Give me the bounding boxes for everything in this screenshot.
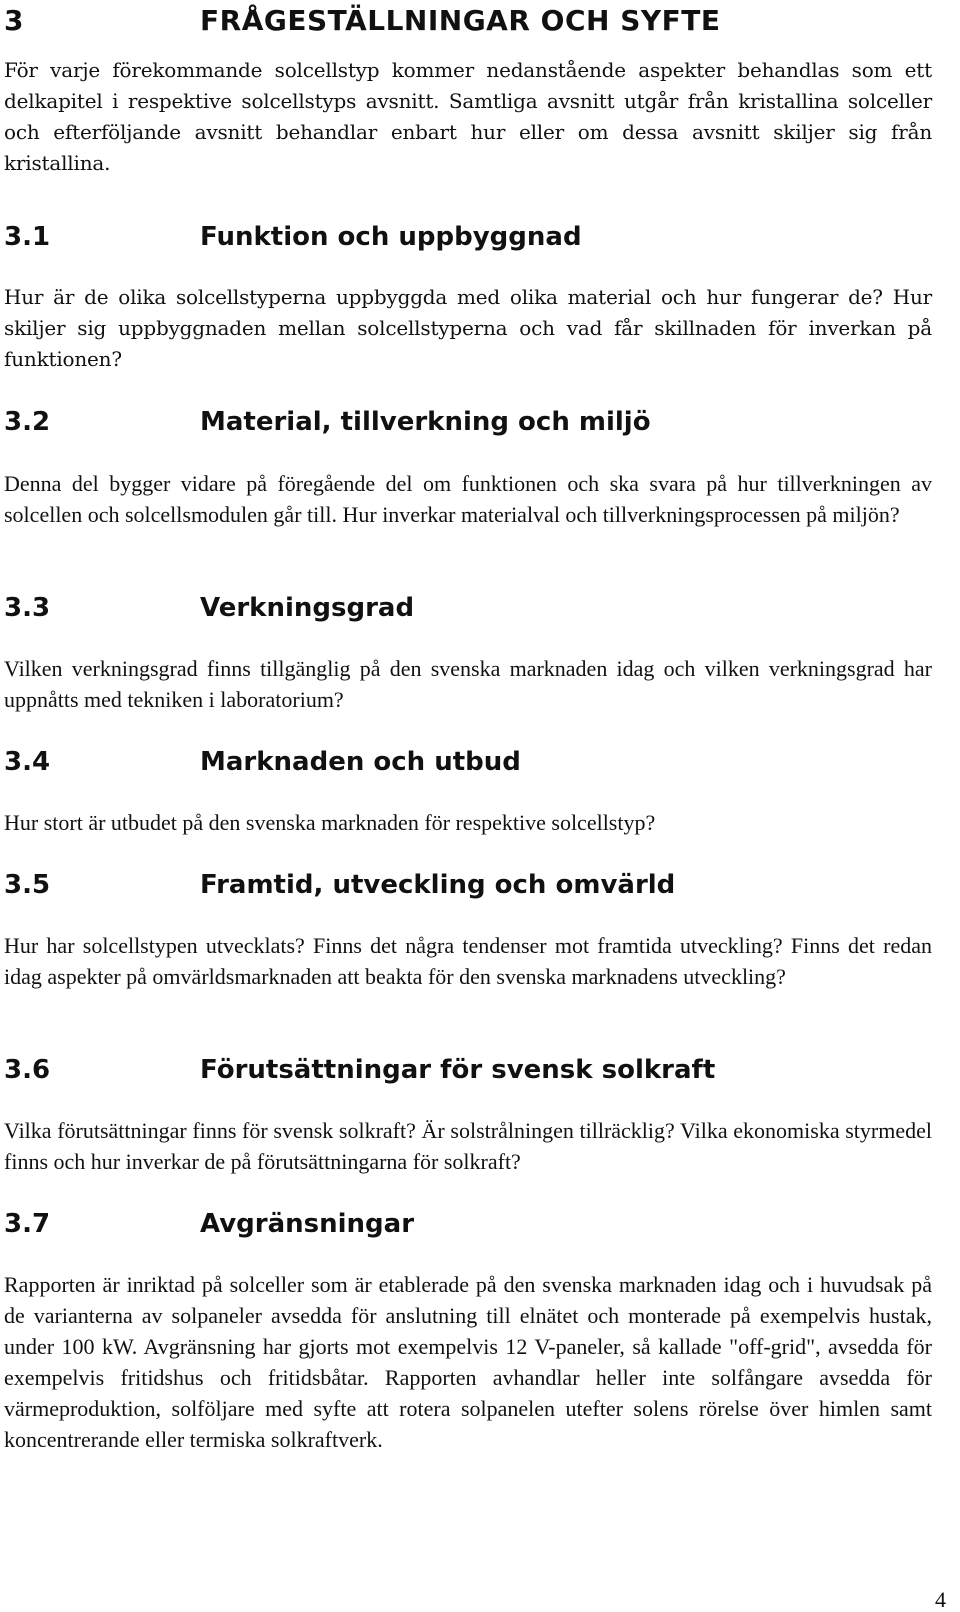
section-title: Avgränsningar <box>200 1209 415 1239</box>
section-title: Marknaden och utbud <box>200 747 521 777</box>
section-number: 3.2 <box>4 407 51 437</box>
section-number: 3.4 <box>4 747 51 777</box>
chapter-heading <box>4 2 721 40</box>
section-heading-3-3 <box>4 591 414 625</box>
section-text-3-2: Denna del bygger vidare på föregående del om funktionen och ska svara på hur tillverkningen av solcellen och solcellsmodulen går till. Hur inverkar materialval och tillverkningsprocessen på miljön? <box>4 471 932 527</box>
section-text-3-5: Hur har solcellstypen utvecklats? Finns det några tendenser mot framtida utveckling? Finns det redan idag aspekter på omvärldsmarknaden att beakta för den svenska marknadens utveckling? <box>4 933 932 989</box>
section-heading-3-5 <box>4 868 675 902</box>
section-title: Framtid, utveckling och omvärld <box>200 870 676 900</box>
section-heading-3-1 <box>4 220 582 254</box>
section-title: Material, tillverkning och miljö <box>200 407 651 437</box>
section-title: Verkningsgrad <box>200 593 415 623</box>
section-heading-3-4 <box>4 745 521 779</box>
section-text-3-1: Hur är de olika solcellstyperna uppbyggda med olika material och hur fungerar de? Hur skiljer sig uppbyggnaden mellan solcellstyperna och vad får skillnaden för inverkan på funktionen? <box>4 285 932 371</box>
chapter-number: 3 <box>4 4 24 37</box>
section-text-3-4: Hur stort är utbudet på den svenska marknaden för respektive solcellstyp? <box>4 810 656 835</box>
section-title: Funktion och uppbyggnad <box>200 222 582 252</box>
section-heading-3-7 <box>4 1207 414 1241</box>
section-number: 3.7 <box>4 1209 51 1239</box>
section-number: 3.5 <box>4 870 51 900</box>
section-number: 3.1 <box>4 222 51 252</box>
section-number: 3.6 <box>4 1055 51 1085</box>
chapter-title: FRÅGESTÄLLNINGAR OCH SYFTE <box>200 4 721 37</box>
section-text-3-3: Vilken verkningsgrad finns tillgänglig på den svenska marknaden idag och vilken verkningsgrad har uppnåtts med tekniken i laboratorium? <box>4 656 932 712</box>
chapter-intro: För varje förekommande solcellstyp kommer nedanstående aspekter behandlas som ett delkapitel i respektive solcellstyps avsnitt. Samtliga avsnitt utgår från kristallina solceller och efterföljande avsnitt behandlar enbart hur eller om dessa avsnitt skiljer sig från kristallina. <box>4 58 932 175</box>
section-text-3-6: Vilka förutsättningar finns för svensk solkraft? Är solstrålningen tillräcklig? Vilka ekonomiska styrmedel finns och hur inverkar de på förutsättningarna för solkraft? <box>4 1118 932 1174</box>
section-heading-3-2 <box>4 405 651 439</box>
section-text-3-7: Rapporten är inriktad på solceller som är etablerade på den svenska marknaden idag och i huvudsak på de varianterna av solpaneler avsedda för anslutning till elnätet och monterade på exempelvis hustak, under 100 kW. Avgränsning har gjorts mot exempelvis 12 V-paneler, så kallade "off-grid", avsedda för exempelvis fritidshus och fritidsbåtar. Rapporten avhandlar heller inte solfångare avsedda för värmeproduktion, solföljare med syfte att rotera solpanelen utefter solens rörelse över himlen samt koncentrerande eller termiska solkraftverk. <box>4 1272 932 1452</box>
page-number: 4 <box>935 1587 946 1612</box>
section-heading-3-6 <box>4 1053 715 1087</box>
section-title: Förutsättningar för svensk solkraft <box>200 1055 716 1085</box>
section-number: 3.3 <box>4 593 51 623</box>
